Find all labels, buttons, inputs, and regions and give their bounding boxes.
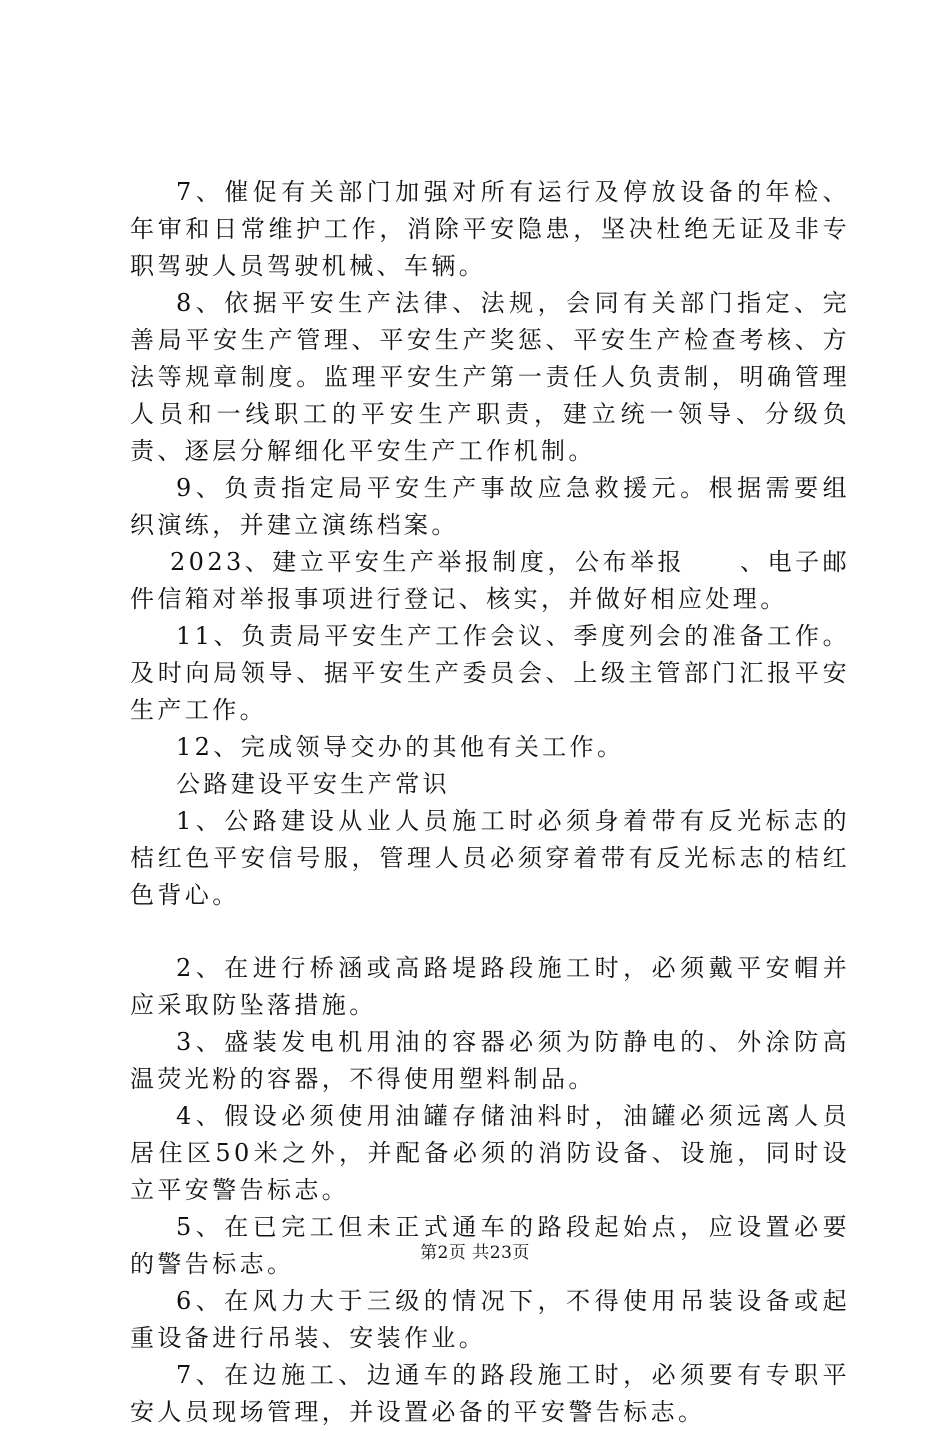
paragraph-item-7: 7、催促有关部门加强对所有运行及停放设备的年检、年审和日常维护工作，消除平安隐患，坚决杜绝无证及非专职驾驶人员驾驶机械、车辆。 <box>130 178 850 280</box>
rule-item-2: 2、在进行桥涵或高路堤路段施工时，必须戴平安帽并应采取防坠落措施。 <box>130 954 850 1019</box>
page-footer: 第2页 共23页 <box>420 1243 530 1263</box>
section-heading: 公路建设平安生产常识 <box>176 770 450 798</box>
paragraph-item-8: 8、依据平安生产法律、法规，会同有关部门指定、完善局平安生产管理、平安生产奖惩、平安生产检查考核、方法等规章制度。监理平安生产第一责任人负责制，明确管理人员和一线职工的平安生产职责，建立统一领导、分级负责、逐层分解细化平安生产工作机制。 <box>130 289 850 465</box>
rule-item-5: 5、在已完工但未正式通车的路段起始点，应设置必要的警告标志。 <box>130 1213 850 1278</box>
paragraph-item-11: 11、负责局平安生产工作会议、季度列会的准备工作。及时向局领导、据平安生产委员会、上级主管部门汇报平安生产工作。 <box>130 622 850 724</box>
rule-item-1: 1、公路建设从业人员施工时必须身着带有反光标志的桔红色平安信号服，管理人员必须穿着带有反光标志的桔红色背心。 <box>130 807 850 909</box>
rule-item-7: 7、在边施工、边通车的路段施工时，必须要有专职平安人员现场管理，并设置必备的平安警告标志。 <box>130 1361 850 1426</box>
paragraph-item-12: 12、完成领导交办的其他有关工作。 <box>176 733 625 761</box>
paragraph-item-9: 9、负责指定局平安生产事故应急救援元。根据需要组织演练，并建立演练档案。 <box>130 474 850 539</box>
rule-item-4: 4、假设必须使用油罐存储油料时，油罐必须远离人员居住区50米之外，并配备必须的消防设备、设施，同时设立平安警告标志。 <box>130 1102 850 1204</box>
rule-item-6: 6、在风力大于三级的情况下，不得使用吊装设备或起重设备进行吊装、安装作业。 <box>130 1287 850 1352</box>
paragraph-item-2023: 2023、建立平安生产举报制度，公布举报 、电子邮件信箱对举报事项进行登记、核实，并做好相应处理。 <box>130 548 850 613</box>
rule-item-3: 3、盛装发电机用油的容器必须为防静电的、外涂防高温荧光粉的容器，不得使用塑料制品。 <box>130 1028 850 1093</box>
